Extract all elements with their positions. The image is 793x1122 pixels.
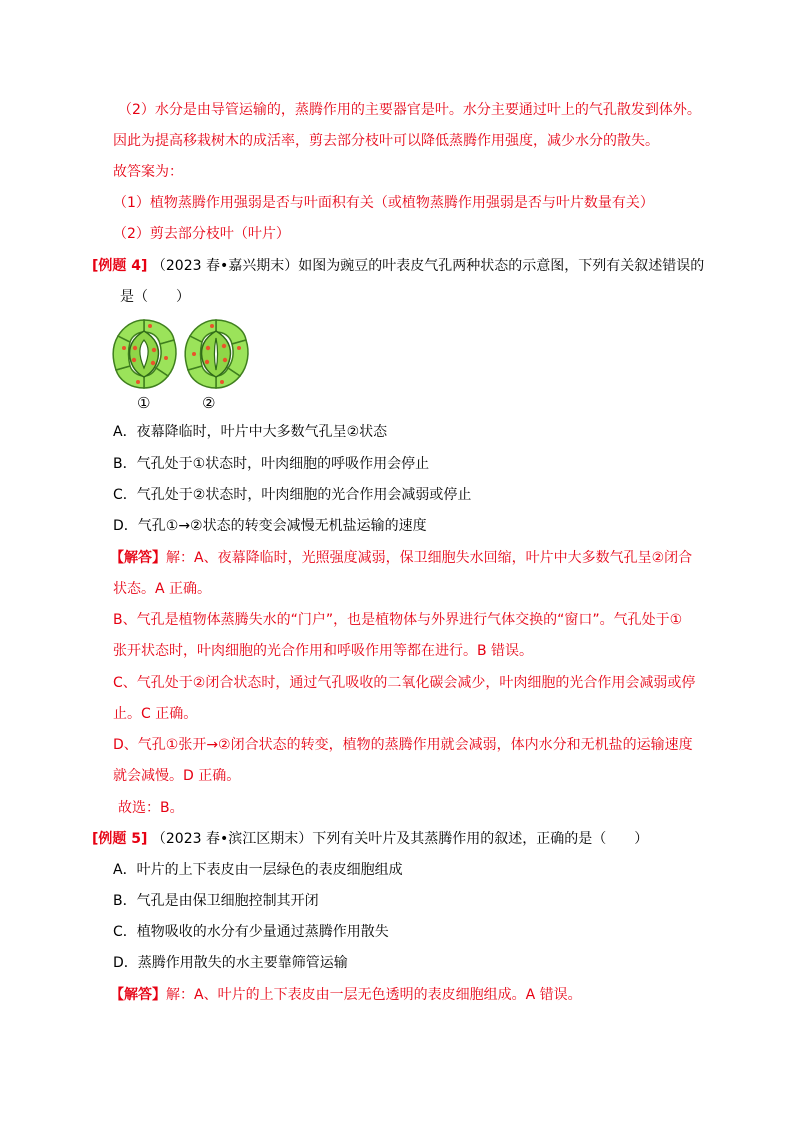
answer-choice: 故选：B。 — [118, 800, 184, 816]
example-tag: [例题 4] — [92, 258, 148, 274]
stomata-figure — [110, 318, 250, 390]
answer-line — [110, 985, 582, 1005]
option-d: D．气孔①→②状态的转变会减慢无机盐运输的速度 — [113, 518, 427, 534]
question-text-cont: 是（ ） — [120, 289, 190, 305]
prev-answer-line: （2）水分是由导管运输的，蒸腾作用的主要器官是叶。水分主要通过叶上的气孔散发到体外。 — [118, 102, 701, 118]
option-c: C．气孔处于②状态时，叶肉细胞的光合作用会减弱或停止 — [113, 487, 472, 503]
answer-tag: 【解答】 — [110, 550, 166, 566]
prev-answer-line: （1）植物蒸腾作用强弱是否与叶面积有关（或植物蒸腾作用强弱是否与叶片数量有关） — [113, 195, 654, 211]
option-b: B．气孔是由保卫细胞控制其开闭 — [113, 893, 319, 909]
answer-text: 解：A、叶片的上下表皮由一层无色透明的表皮细胞组成。A 错误。 — [166, 987, 582, 1003]
answer-line: 张开状态时，叶肉细胞的光合作用和呼吸作用等都在进行。B 错误。 — [113, 643, 534, 659]
option-c: C．植物吸收的水分有少量通过蒸腾作用散失 — [113, 924, 389, 940]
answer-line: C、气孔处于②闭合状态时，通过气孔吸收的二氧化碳会减少，叶肉细胞的光合作用会减弱或停 — [113, 675, 696, 691]
answer-line: D、气孔①张开→②闭合状态的转变，植物的蒸腾作用就会减弱，体内水分和无机盐的运输速度 — [113, 737, 693, 753]
answer-tag: 【解答】 — [110, 987, 166, 1003]
stoma-closed-diagram — [185, 320, 248, 388]
answer-line: B、气孔是植物体蒸腾失水的“门户”，也是植物体与外界进行气体交换的“窗口”。气孔处于① — [113, 612, 683, 628]
example-5-question — [92, 829, 648, 849]
prev-answer-line: 因此为提高移栽树木的成活率，剪去部分枝叶可以降低蒸腾作用强度，减少水分的散失。 — [113, 133, 659, 149]
example-tag: [例题 5] — [92, 831, 148, 847]
option-d: D．蒸腾作用散失的水主要靠筛管运输 — [113, 955, 348, 971]
question-text: （2023 春•滨江区期末）下列有关叶片及其蒸腾作用的叙述，正确的是（ ） — [151, 831, 649, 847]
answer-line: 状态。A 正确。 — [113, 581, 212, 597]
option-a: A．夜幕降临时，叶片中大多数气孔呈②状态 — [113, 424, 388, 440]
answer-line: 就会减慢。D 正确。 — [113, 768, 241, 784]
example-4-question — [92, 256, 704, 276]
figure-label-1: ① — [137, 394, 151, 412]
option-a: A．叶片的上下表皮由一层绿色的表皮细胞组成 — [113, 862, 403, 878]
prev-answer-line: （2）剪去部分枝叶（叶片） — [113, 226, 290, 242]
option-b: B．气孔处于①状态时，叶肉细胞的呼吸作用会停止 — [113, 456, 430, 472]
answer-line: 止。C 正确。 — [113, 706, 198, 722]
figure-label-2: ② — [202, 394, 216, 412]
answer-line — [110, 548, 692, 568]
question-text: （2023 春•嘉兴期末）如图为豌豆的叶表皮气孔两种状态的示意图，下列有关叙述错误的 — [151, 258, 705, 274]
stoma-open-diagram — [113, 320, 176, 388]
answer-text: 解：A、夜幕降临时，光照强度减弱，保卫细胞失水回缩，叶片中大多数气孔呈②闭合 — [166, 550, 693, 566]
prev-answer-line: 故答案为： — [113, 164, 183, 180]
